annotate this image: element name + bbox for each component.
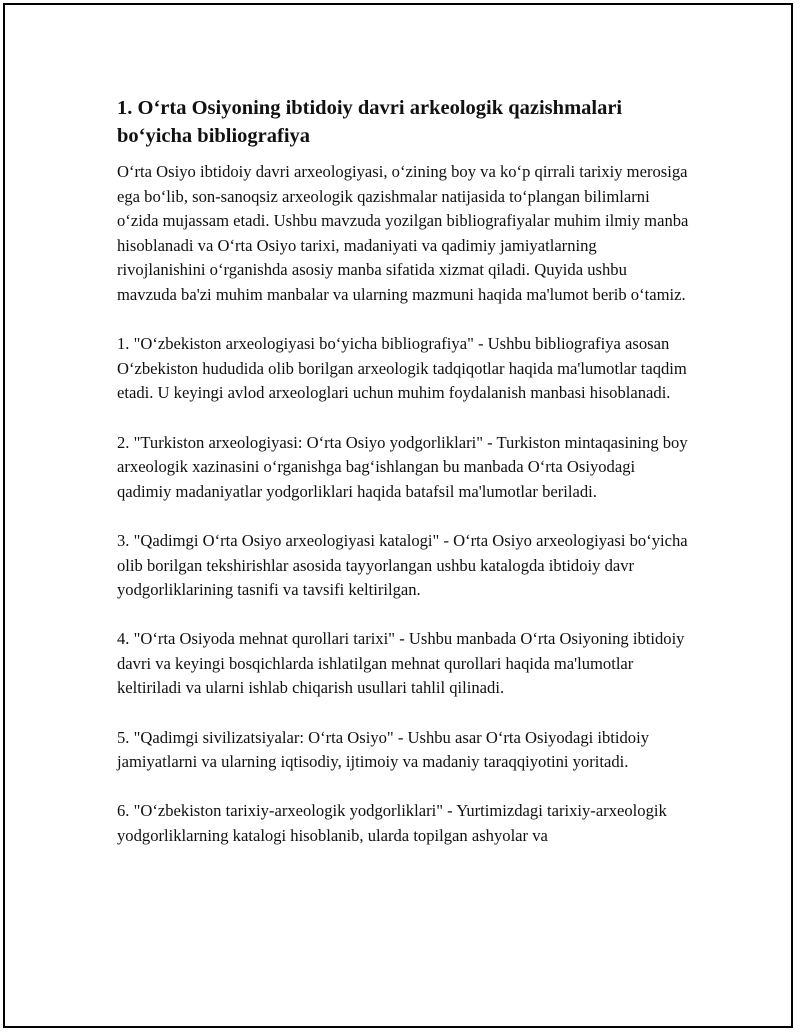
- document-body: [117, 94, 689, 873]
- document-title: 1. O‘rta Osiyoning ibtidoiy davri arkeologik qazishmalari bo‘yicha bibliografiya: [117, 97, 623, 147]
- bibliography-item-2: 2. "Turkiston arxeologiyasi: O‘rta Osiyo yodgorliklari" - Turkiston mintaqasining boy arxeologik xazinasini o‘rganishga bag‘ishlangan bu manbada O‘rta Osiyodagi qadimiy madaniyatlar yodgorliklari haqida batafsil ma'lumotlar beriladi.: [117, 432, 688, 501]
- intro-paragraph: O‘rta Osiyo ibtidoiy davri arxeologiyasi, o‘zining boy va ko‘p qirrali tarixiy merosiga ega bo‘lib, son-sanoqsiz arxeologik qazishmalar natijasida to‘plangan bilimlarni o‘zida mujassam etadi. Ushbu mavzuda yozilgan bibliografiyalar muhim ilmiy manba hisoblanadi va O‘rta Osiyo tarixi, madaniyati va qadimiy jamiyatlarning rivojlanishini o‘rganishda asosiy manba sifatida xizmat qiladi. Quyida ushbu mavzuda ba'zi muhim manbalar va ularning mazmuni haqida ma'lumot berib o‘tamiz.: [117, 162, 689, 304]
- bibliography-item-4: 4. "O‘rta Osiyoda mehnat qurollari tarixi" - Ushbu manbada O‘rta Osiyoning ibtidoiy davri va keyingi bosqichlarda ishlatilgan mehnat qurollari haqida ma'lumotlar keltiriladi va ularni ishlab chiqarish usullari tahlil qilinadi.: [117, 629, 685, 698]
- bibliography-item-3: 3. "Qadimgi O‘rta Osiyo arxeologiyasi katalogi" - O‘rta Osiyo arxeologiyasi bo‘yicha olib borilgan tekshirishlar asosida tayyorlangan ushbu katalogda ibtidoiy davr yodgorliklarining tasnifi va tavsifi keltirilgan.: [117, 530, 688, 600]
- bibliography-item-1: 1. "O‘zbekiston arxeologiyasi bo‘yicha bibliografiya" - Ushbu bibliografiya asosan O‘zbekiston hududida olib borilgan arxeologik tadqiqotlar haqida ma'lumotlar taqdim etadi. U keyingi avlod arxeologlari uchun muhim foydalanish manbasi hisoblanadi.: [117, 334, 687, 403]
- bibliography-item-5: 5. "Qadimgi sivilizatsiyalar: O‘rta Osiyo" - Ushbu asar O‘rta Osiyodagi ibtidoiy jamiyatlarni va ularning iqtisodiy, ijtimoiy va madaniy taraqqiyotini yoritadi.: [117, 727, 650, 772]
- bibliography-item-6: 6. "O‘zbekiston tarixiy-arxeologik yodgorliklari" - Yurtimizdagi tarixiy-arxeologik yodgorliklarning katalogi hisoblanib, ularda topilgan ashyolar va: [117, 801, 667, 846]
